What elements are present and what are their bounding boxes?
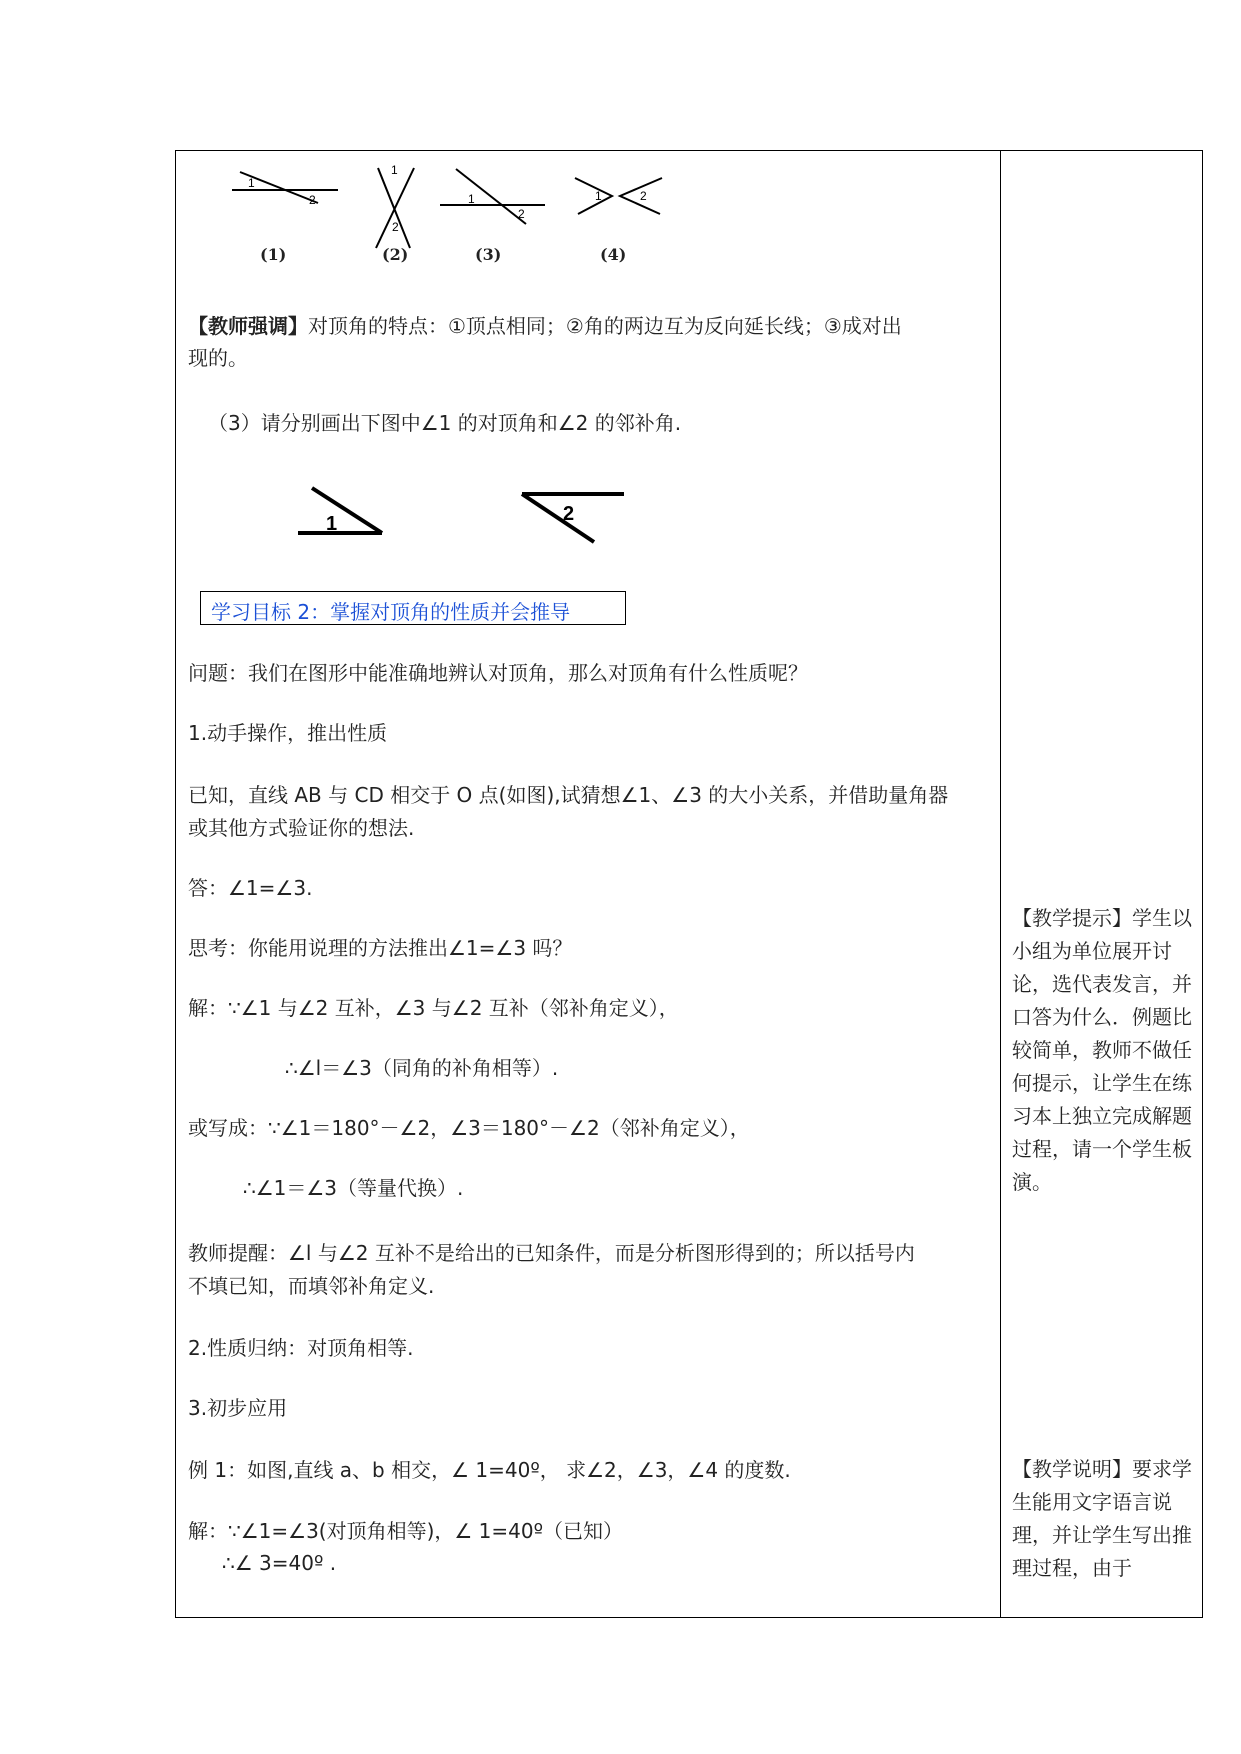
fig-caption-2: (2)	[382, 245, 409, 264]
example-1: 例 1：如图,直线 a、b 相交，∠ 1=40º， 求∠2，∠3，∠4 的度数.	[188, 1458, 791, 1482]
fig1-angle-2: 2	[309, 193, 316, 207]
known-line-2: 或其他方式验证你的想法.	[188, 816, 415, 840]
task3-label-2: 2	[563, 503, 575, 525]
fig4-angle-1: 1	[595, 189, 602, 203]
answer-text: 答：∠1=∠3.	[188, 876, 313, 900]
question-text: 问题：我们在图形中能准确地辨认对顶角，那么对顶角有什么性质呢？	[188, 661, 808, 685]
teacher-emphasis	[188, 313, 902, 339]
task-3: （3）请分别画出下图中∠1 的对顶角和∠2 的邻补角.	[208, 411, 682, 435]
task3-label-1: 1	[326, 513, 338, 535]
alternative-line-2: ∴∠1＝∠3（等量代换）.	[243, 1176, 464, 1200]
fig2-angle-1: 1	[391, 163, 398, 177]
emphasis-line2: 现的。	[188, 346, 248, 370]
think-text: 思考：你能用说理的方法推出∠1=∠3 吗？	[188, 936, 573, 960]
emphasis-line1: 对顶角的特点：①顶点相同；②角的两边互为反向延长线；③成对出	[308, 314, 902, 338]
fig3-angle-1: 1	[468, 192, 475, 206]
fig3-angle-2: 2	[518, 207, 525, 221]
lesson-table	[175, 150, 1203, 1618]
known-line-1: 已知，直线 AB 与 CD 相交于 O 点(如图),试猜想∠1、∠3 的大小关系，并借助量角器	[188, 783, 949, 807]
teacher-remind-line-2: 不填已知，而填邻补角定义.	[188, 1274, 435, 1298]
emphasis-tag: 【教师强调】	[188, 314, 308, 338]
teaching-note: 【教学说明】要求学生能用文字语言说理，并让学生写出推理过程，由于	[1012, 1457, 1192, 1580]
fig-caption-1: (1)	[260, 245, 287, 264]
fig1-angle-1: 1	[248, 176, 255, 190]
alternative-line-1: 或写成：∵∠1＝180°－∠2，∠3＝180°－∠2（邻补角定义），	[188, 1116, 750, 1140]
fig4-angle-2: 2	[640, 189, 647, 203]
teaching-tip: 【教学提示】学生以小组为单位展开讨论，选代表发言，并口答为什么．例题比较简单，教师不做任何提示，让学生在练习本上独立完成解题过程，请一个学生板演。	[1012, 906, 1192, 1194]
example-solution-line-2: ∴∠ 3=40º .	[222, 1551, 337, 1575]
fig-caption-4: (4)	[600, 245, 627, 264]
learning-goal-2-box	[200, 591, 626, 625]
fig-caption-3: (3)	[475, 245, 502, 264]
column-divider	[1000, 150, 1001, 1618]
learning-goal-2: 学习目标 2：掌握对顶角的性质并会推导	[211, 600, 571, 624]
step-3: 3.初步应用	[188, 1396, 288, 1420]
solution-line-1: 解：∵∠1 与∠2 互补，∠3 与∠2 互补（邻补角定义），	[188, 996, 679, 1020]
fig2-angle-2: 2	[392, 220, 399, 234]
teacher-remind-line-1: 教师提醒：∠l 与∠2 互补不是给出的已知条件，而是分析图形得到的；所以括号内	[188, 1241, 915, 1265]
example-solution-line-1: 解：∵∠1=∠3(对顶角相等)，∠ 1=40º（已知）	[188, 1519, 624, 1543]
solution-line-2: ∴∠l＝∠3（同角的补角相等）.	[285, 1056, 559, 1080]
step-1: 1.动手操作，推出性质	[188, 721, 388, 745]
step-2: 2.性质归纳：对顶角相等.	[188, 1336, 414, 1360]
